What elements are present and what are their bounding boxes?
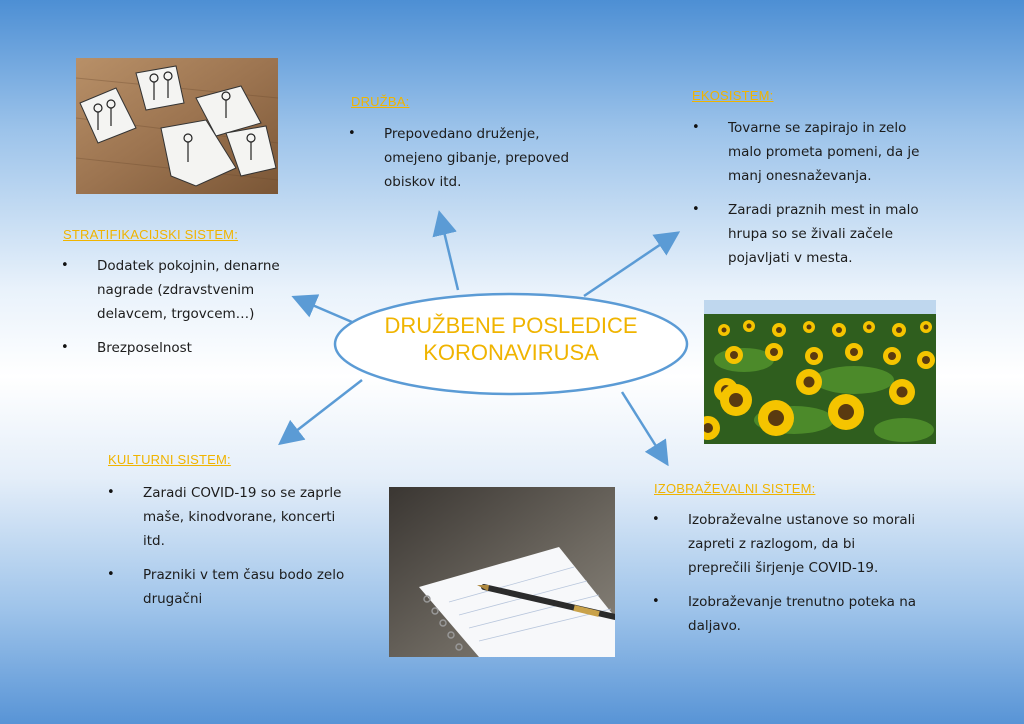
ekosistem-list <box>692 116 942 280</box>
center-title <box>336 312 686 366</box>
center-title-line2: KORONAVIRUSA <box>423 340 599 365</box>
list-item: • Zaradi praznih mest in malo hrupa so se živali začele pojavljati v mesta. <box>692 198 942 270</box>
druzba-title: DRUŽBA: <box>351 94 410 109</box>
list-item: • Tovarne se zapirajo in zelo malo prometa pomeni, da je manj onesnaževanja. <box>692 116 942 188</box>
list-item: • Prazniki v tem času bodo zelo drugačni <box>107 563 357 611</box>
list-item: • Prepovedano druženje, omejeno gibanje, prepoved obiskov itd. <box>348 122 598 194</box>
druzba-list <box>348 122 598 204</box>
list-item: • Zaradi COVID-19 so se zaprle maše, kinodvorane, koncerti itd. <box>107 481 357 553</box>
stratifikacijski-list <box>61 254 316 370</box>
kulturni-list <box>107 481 357 621</box>
center-title-line1: DRUŽBENE POSLEDICE <box>384 313 638 338</box>
sunflower-field-photo <box>704 300 936 444</box>
list-item: • Izobraževanje trenutno poteka na daljavo. <box>652 590 922 638</box>
izobrazevalni-title: IZOBRAŽEVALNI SISTEM: <box>654 481 816 496</box>
stratifikacijski-title: STRATIFIKACIJSKI SISTEM: <box>63 227 239 242</box>
arrow-druzba <box>440 215 458 290</box>
arrow-ekosistem <box>584 234 676 296</box>
paper-people-photo <box>76 58 278 194</box>
list-item: • Brezposelnost <box>61 336 316 360</box>
arrow-kulturni <box>282 380 362 442</box>
list-item: • Dodatek pokojnin, denarne nagrade (zdravstvenim delavcem, trgovcem…) <box>61 254 316 326</box>
izobrazevalni-list <box>652 508 922 648</box>
kulturni-title: KULTURNI SISTEM: <box>108 452 231 467</box>
arrow-izobrazevalni <box>622 392 666 462</box>
list-item: • Izobraževalne ustanove so morali zapreti z razlogom, da bi preprečili širjenje COVID-19. <box>652 508 922 580</box>
notebook-pen-photo <box>389 487 615 657</box>
ekosistem-title: EKOSISTEM: <box>692 88 774 103</box>
